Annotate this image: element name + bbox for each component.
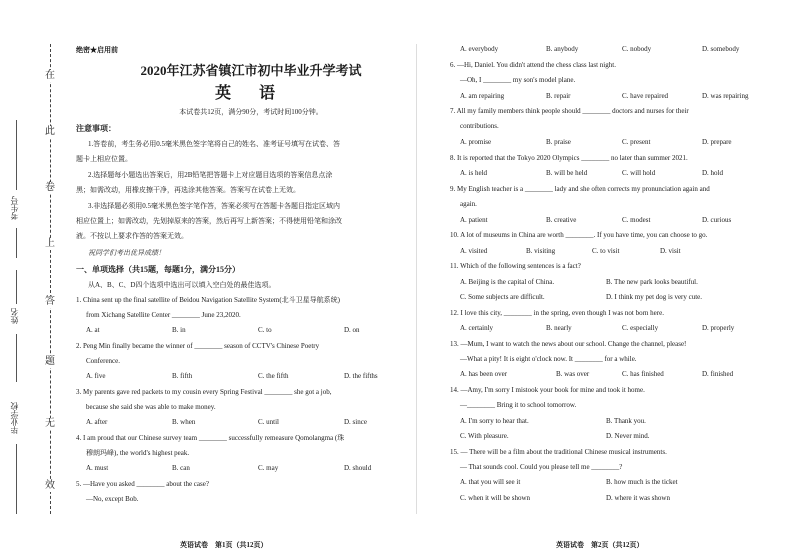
exam-info: 本试卷共12页，满分90分，考试时间100分钟。 [179,108,323,116]
question-7-stem: contributions. [460,122,499,130]
notice-line: 液。不按以上要求作答的答案无效。 [76,232,188,240]
question-4-stem: 4. I am proud that our Chinese survey team ________ successfully remeasure Qomolangma (珠 [76,434,345,442]
option[interactable]: C. to visit [592,247,620,255]
option[interactable]: B. will be held [546,169,588,177]
option[interactable]: A. that you will see it [460,478,521,486]
name-label: 姓名 [10,308,19,324]
section-heading: 一、单项选择（共15题，每题1分，满分15分） [76,265,240,274]
option[interactable]: C. the fifth [258,372,289,380]
option[interactable]: A. is held [460,169,488,177]
question-3-stem: 3. My parents gave red packets to my cousin every Spring Festival ________ she got a job, [76,388,332,396]
option[interactable]: A. everybody [460,45,499,53]
candidate-number-label: 考生号 [10,196,19,220]
subject-title: 英 语 [214,85,287,102]
option[interactable]: A. promise [460,138,492,146]
school-label: 毕业学校 [10,402,19,434]
question-6-stem: —Oh, I ________ my son's model plane. [460,76,576,84]
name-line-2 [16,334,17,382]
option[interactable]: B. repair [546,92,571,100]
option[interactable]: B. nearly [546,324,572,332]
option[interactable]: C. may [258,464,279,472]
option[interactable]: C. With pleasure. [460,432,509,440]
notice-title: 注意事项： [76,124,116,133]
option[interactable]: D. finished [702,370,734,378]
page-footer-right: 英语试卷 第2页（共12页） [556,541,644,549]
question-10-stem: 10. A lot of museums in China are worth ________. If you have time, you can choose to go. [450,231,708,239]
option[interactable]: C. has finished [622,370,664,378]
question-2-stem: 2. Peng Min finally became the winner of ________ season of CCTV's Chinese Poetry [76,342,320,350]
option[interactable]: A. certainly [460,324,494,332]
option[interactable]: D. visit [660,247,681,255]
wish-line: 祝同学们考出优异成绩！ [88,249,165,257]
option[interactable]: C. nobody [622,45,652,53]
option[interactable]: A. five [86,372,106,380]
question-5-stem: 5. —Have you asked ________ about the case? [76,480,209,488]
option[interactable]: D. curious [702,216,732,224]
notice-line: 3.非选择题必须用0.5毫米黑色签字笔作答，答案必须写在答题卡各题目指定区域内 [88,202,340,210]
question-8-stem: 8. It is reported that the Tokyo 2020 Olympics ________ no later than summer 2021. [450,154,688,162]
name-line [16,270,17,304]
option[interactable]: C. until [258,418,280,426]
option[interactable]: A. visited [460,247,488,255]
candidate-number-line-2 [16,228,17,258]
option[interactable]: C. will hold [622,169,656,177]
question-3-stem: because she said she was able to make money. [86,403,216,411]
option[interactable]: C. especially [622,324,659,332]
school-line [16,444,17,514]
option[interactable]: D. I think my pet dog is very cute. [606,293,703,301]
option[interactable]: B. can [172,464,190,472]
option[interactable]: A. I'm sorry to hear that. [460,417,529,425]
option[interactable]: B. fifth [172,372,193,380]
candidate-number-line [16,120,17,190]
option[interactable]: D. where it was shown [606,494,670,502]
question-15-stem: — That sounds cool. Could you please tell me ________? [460,463,623,471]
binding-char: 上 [45,238,55,249]
option[interactable]: D. should [344,464,372,472]
question-9-stem: again. [460,200,477,208]
option[interactable]: B. praise [546,138,571,146]
binding-char: 在 [45,70,55,81]
option[interactable]: D. Never mind. [606,432,650,440]
option[interactable]: D. hold [702,169,723,177]
option[interactable]: B. when [172,418,196,426]
option[interactable]: D. somebody [702,45,740,53]
binding-char: 此 [45,126,55,137]
question-2-stem: Conference. [86,357,121,365]
question-14-stem: 14. —Amy, I'm sorry I mistook your book for mine and took it home. [450,386,645,394]
question-7-stem: 7. All my family members think people should ________ doctors and nurses for their [450,107,689,115]
binding-char: 题 [45,356,55,367]
question-14-stem: —________ Bring it to school tomorrow. [460,401,577,409]
option[interactable]: B. anybody [546,45,579,53]
option[interactable]: C. when it will be shown [460,494,530,502]
option[interactable]: C. to [258,326,272,334]
option[interactable]: B. The new park looks beautiful. [606,278,698,286]
option[interactable]: A. after [86,418,108,426]
option[interactable]: D. on [344,326,360,334]
exam-title: 2020年江苏省镇江市初中毕业升学考试 [140,63,362,78]
option[interactable]: C. have repaired [622,92,669,100]
section-instruction: 从A、B、C、D四个选项中选出可以填入空白处的最佳选项。 [88,281,276,289]
option[interactable]: A. has been over [460,370,508,378]
question-6-stem: 6. —Hi, Daniel. You didn't attend the chess class last night. [450,61,616,69]
option[interactable]: B. how much is the ticket [606,478,678,486]
option[interactable]: B. Thank you. [606,417,646,425]
notice-line: 题卡上相应位置。 [76,155,132,163]
option[interactable]: B. was over [556,370,590,378]
question-1-stem: from Xichang Satellite Center ________ June 23,2020. [86,311,241,319]
question-9-stem: 9. My English teacher is a ________ lady and she often corrects my pronunciation again and [450,185,710,193]
page-gutter [416,44,417,514]
page-footer-left: 英语试卷 第1页（共12页） [180,541,268,549]
option[interactable]: D. properly [702,324,735,332]
option[interactable]: D. the fifths [344,372,378,380]
option[interactable]: B. creative [546,216,577,224]
question-4-stem: 穆朗玛峰), the world's highest peak. [86,449,190,457]
option[interactable]: C. present [622,138,651,146]
question-15-stem: 15. — There will be a film about the traditional Chinese musical instruments. [450,448,667,456]
binding-char: 答 [45,296,55,307]
option[interactable]: A. at [86,326,100,334]
question-13-stem: 13. —Mum, I want to watch the news about our school. Change the channel, please! [450,340,687,348]
question-12-stem: 12. I love this city, ________ in the spring, even though I was not born here. [450,309,664,317]
notice-line: 黑；如需改动，用橡皮擦干净，再选涂其他答案。答案写在试卷上无效。 [76,186,300,194]
option[interactable]: C. Some subjects are difficult. [460,293,545,301]
option[interactable]: C. modest [622,216,651,224]
option[interactable]: A. patient [460,216,488,224]
option[interactable]: D. was repairing [702,92,749,100]
question-5-stem: —No, except Bob. [86,495,139,503]
binding-char: 卷 [45,182,55,193]
binding-char: 效 [45,480,55,491]
option[interactable]: A. am repairing [460,92,505,100]
option[interactable]: D. prepare [702,138,732,146]
binding-char: 无 [45,418,55,429]
option[interactable]: D. since [344,418,367,426]
confidential-mark: 绝密★启用前 [76,46,118,54]
option[interactable]: B. visiting [526,247,556,255]
question-11-stem: 11. Which of the following sentences is a fact? [450,262,581,270]
option[interactable]: A. Beijing is the capital of China. [460,278,555,286]
notice-line: 1.答卷前，考生务必用0.5毫米黑色签字笔将自己的姓名、准考证号填写在试卷、答 [88,140,340,148]
question-1-stem: 1. China sent up the final satellite of Beidou Navigation Satellite System(北斗卫星导航系统) [76,296,341,304]
question-13-stem: —What a pity! It is eight o'clock now. It ________ for a while. [460,355,637,363]
option[interactable]: B. in [172,326,186,334]
notice-line: 2.选择题每小题选出答案后，用2B铅笔把答题卡上对应题目选项的答案信息点涂 [88,171,333,179]
option[interactable]: A. must [86,464,109,472]
notice-line: 相应位置上；如需改动，先划掉原来的答案，然后再写上新答案；不得使用铅笔和涂改 [76,217,342,225]
binding-dashed-line [50,44,51,514]
